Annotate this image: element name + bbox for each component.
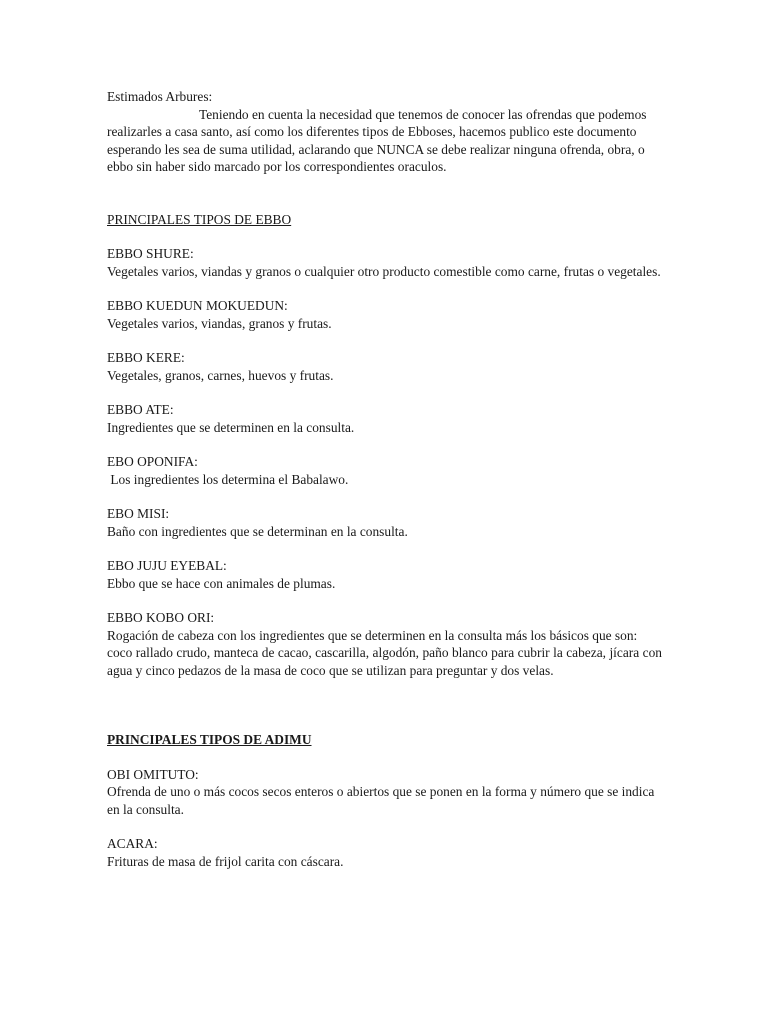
list-item [107, 766, 662, 819]
entry-title: EBO JUJU EYEBAL: [107, 558, 227, 573]
list-item [107, 505, 662, 540]
entry-text: Vegetales, granos, carnes, huevos y frutas. [107, 367, 334, 383]
entry-text: Ingredientes que se determinen en la consulta. [107, 419, 355, 435]
section-heading-adimu: PRINCIPALES TIPOS DE ADIMU [107, 732, 312, 747]
entry-title: EBO OPONIFA: [107, 454, 198, 469]
entry-title: OBI OMITUTO: [107, 766, 199, 782]
list-item [107, 453, 662, 488]
entry-text: Frituras de masa de frijol carita con cáscara. [107, 853, 344, 869]
entry-text: Los ingredientes los determina el Babalawo. [107, 471, 349, 487]
list-item [107, 297, 662, 332]
entry-text: Vegetales varios, viandas, granos y frutas. [107, 315, 332, 331]
entry-text: Ofrenda de uno o más cocos secos enteros o abiertos que se ponen en la forma y número que se indica en la consulta. [107, 784, 655, 817]
entry-title: EBBO ATE: [107, 402, 174, 417]
list-item [107, 245, 662, 280]
list-item [107, 349, 662, 384]
entry-title: EBO MISI: [107, 506, 170, 521]
list-item [107, 557, 662, 592]
entry-title: ACARA: [107, 836, 158, 851]
entry-text: Rogación de cabeza con los ingredientes que se determinen en la consulta más los básicos que son: [107, 627, 638, 643]
list-item [107, 609, 662, 679]
intro-paragraph: Teniendo en cuenta la necesidad que tenemos de conocer las ofrendas que podemos realizarles a casa santo, así como los diferentes tipos de Ebboses, hacemos publico este documento esperando les sea de suma utilidad, aclarando que NUNCA se debe realizar ninguna ofrenda, obra, o ebbo sin haber sido marcado por los correspondientes oraculos. [107, 106, 647, 174]
entry-title: EBBO KUEDUN MOKUEDUN: [107, 298, 288, 313]
entry-text-continued: coco rallado crudo, manteca de cacao, cascarilla, algodón, paño blanco para cubrir la cabeza, jícara con agua y cinco pedazos de la masa de coco que se utilizan para preguntar y dos velas. [107, 645, 662, 678]
section-heading-ebbo: PRINCIPALES TIPOS DE EBBO [107, 211, 292, 227]
entry-text: Vegetales varios, viandas y granos o cualquier otro producto comestible como carne, frutas o vegetales. [107, 263, 661, 279]
salutation: Estimados Arbures: [107, 89, 213, 104]
list-item [107, 835, 662, 870]
entry-title: EBBO KOBO ORI: [107, 610, 215, 625]
entry-text: Baño con ingredientes que se determinan en la consulta. [107, 523, 408, 539]
entry-title: EBBO SHURE: [107, 246, 194, 261]
document-page [107, 88, 662, 870]
entry-text: Ebbo que se hace con animales de plumas. [107, 575, 336, 591]
entry-title: EBBO KERE: [107, 350, 185, 365]
list-item [107, 401, 662, 436]
